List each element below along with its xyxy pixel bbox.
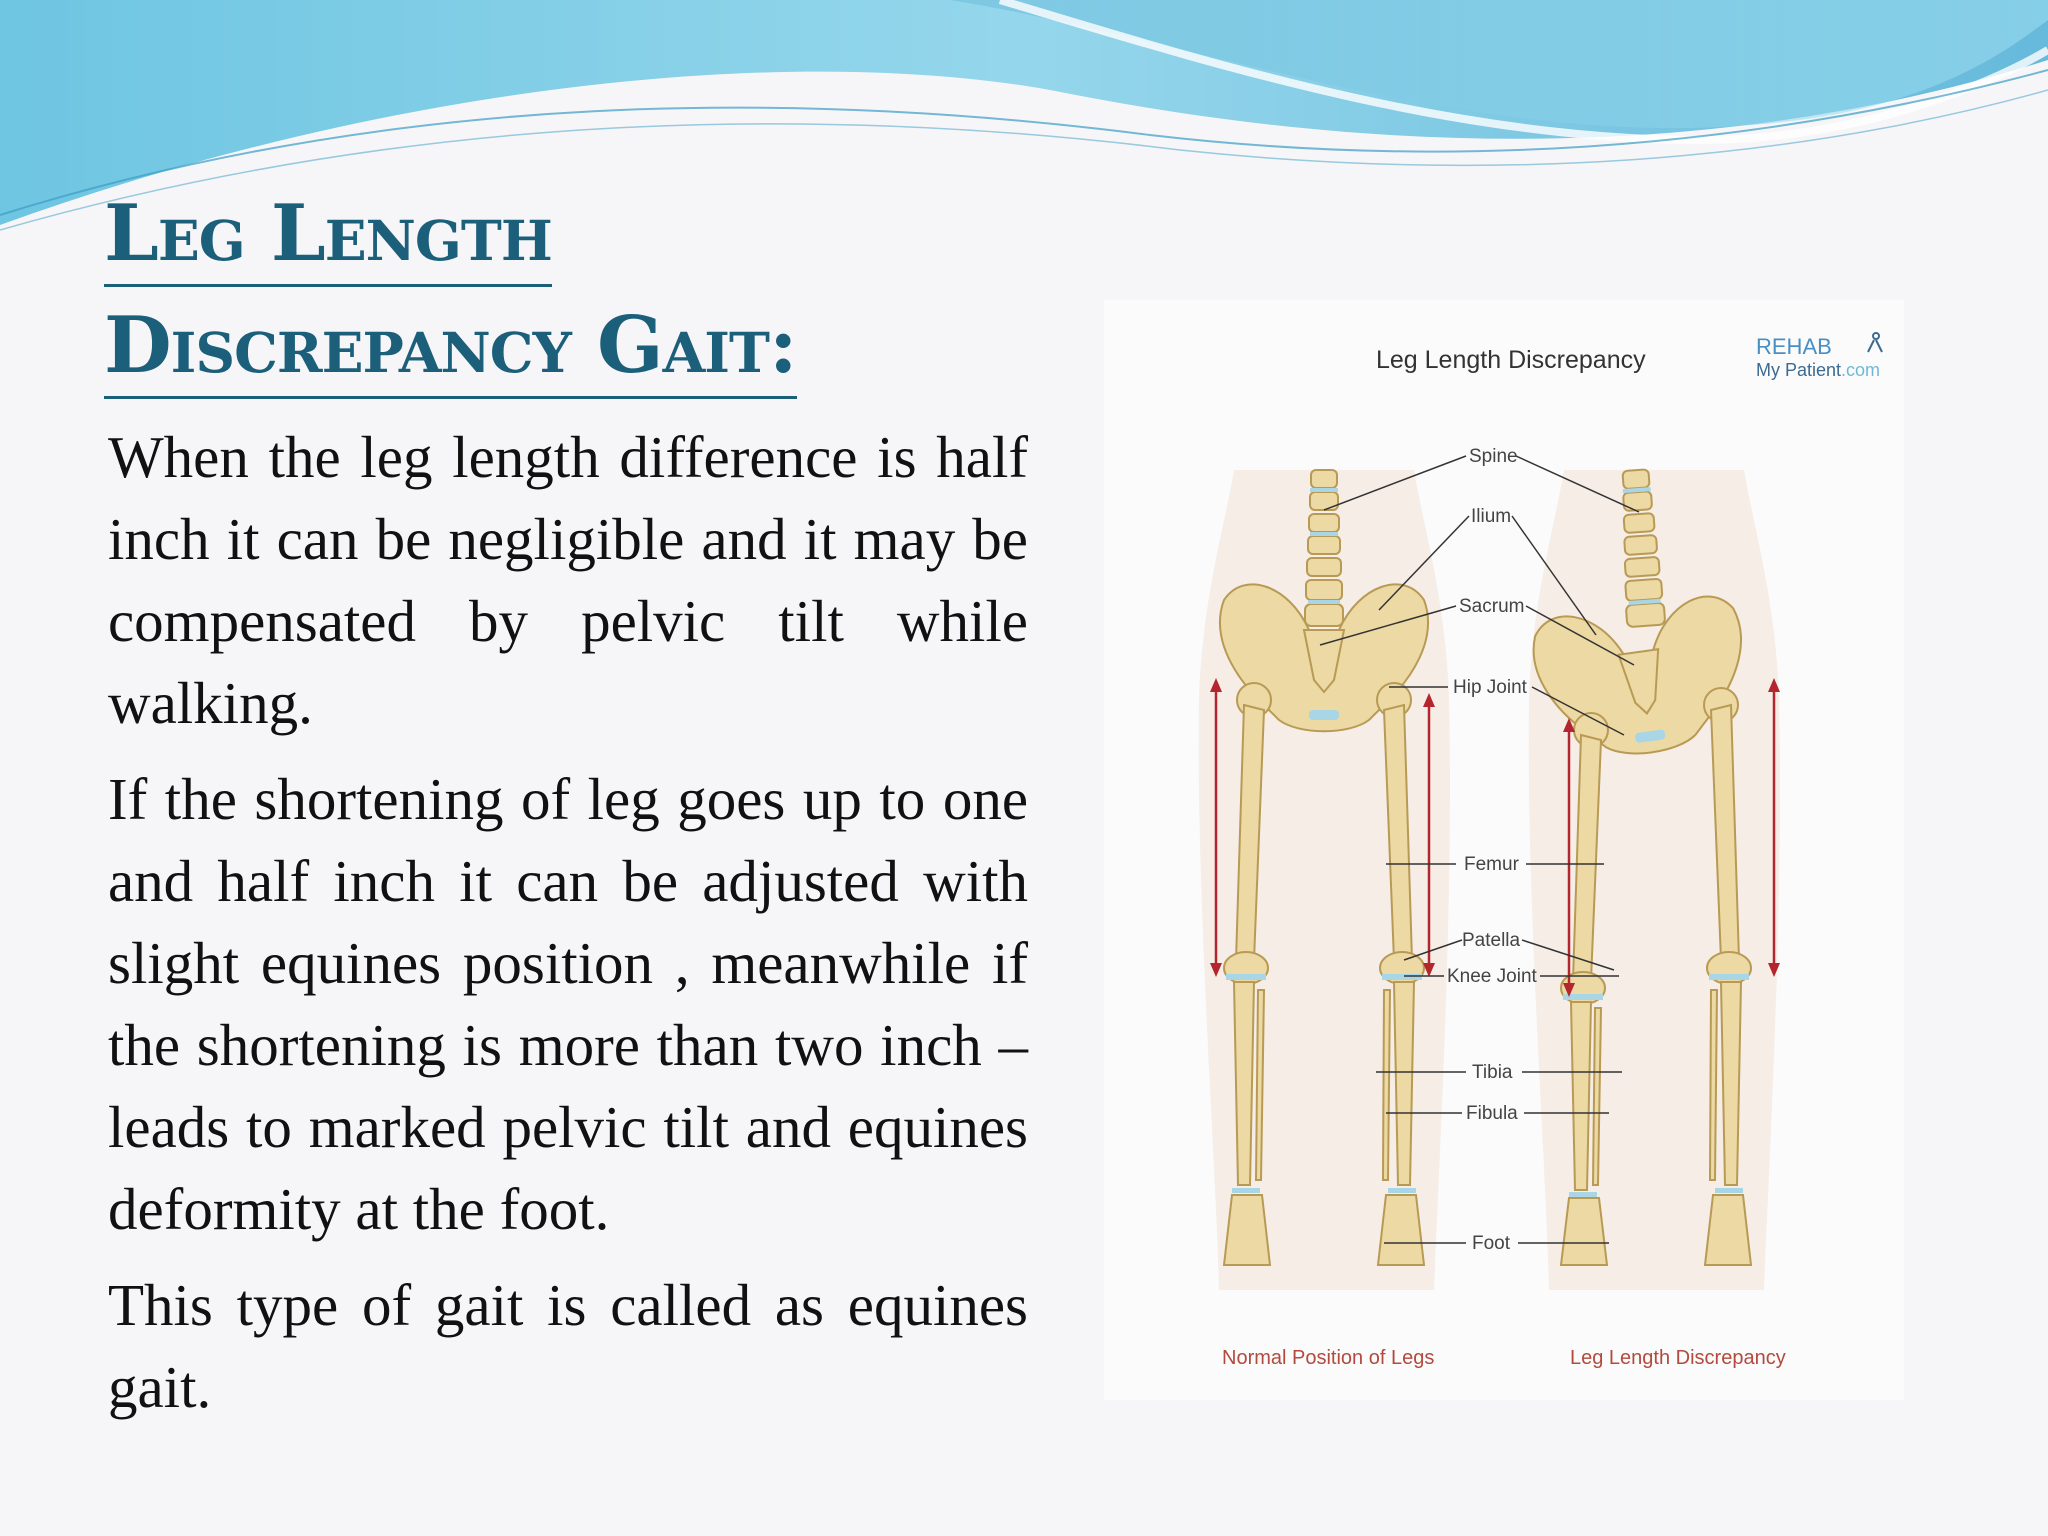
slide-title-line-1: Leg Length bbox=[104, 184, 552, 287]
logo-rehab: REHAB bbox=[1756, 334, 1832, 359]
left-foot-a bbox=[1224, 1195, 1270, 1265]
label-ilium: Ilium bbox=[1471, 506, 1512, 527]
leg-length-figure bbox=[1104, 300, 1904, 1400]
label-patella: Patella bbox=[1462, 930, 1521, 951]
label-tibia: Tibia bbox=[1472, 1062, 1513, 1083]
paragraph-1: When the leg length difference is half inch it can be negligible and it may be compensated by pelvic tilt while walking. bbox=[108, 424, 1028, 736]
caption-discrepancy: Leg Length Discrepancy bbox=[1570, 1347, 1786, 1369]
logo-line-2: My Patient.com bbox=[1756, 360, 1881, 380]
label-knee-joint: Knee Joint bbox=[1447, 966, 1537, 987]
figure-title: Leg Length Discrepancy bbox=[1376, 346, 1646, 374]
label-spine: Spine bbox=[1469, 446, 1518, 467]
slide-title bbox=[104, 178, 797, 402]
skeleton-diagram bbox=[1104, 300, 1904, 1400]
label-femur: Femur bbox=[1464, 854, 1519, 875]
logo-figure-icon bbox=[1868, 333, 1882, 352]
slide-title-line-2: Discrepancy Gait: bbox=[104, 296, 797, 399]
label-foot: Foot bbox=[1472, 1233, 1511, 1254]
caption-normal: Normal Position of Legs bbox=[1222, 1347, 1435, 1369]
left-foot-b bbox=[1378, 1195, 1424, 1265]
label-fibula: Fibula bbox=[1466, 1103, 1518, 1124]
label-hip-joint: Hip Joint bbox=[1453, 677, 1527, 698]
left-spine bbox=[1305, 470, 1343, 626]
label-sacrum: Sacrum bbox=[1459, 596, 1525, 617]
paragraph-2: If the shortening of leg goes up to one and half inch it can be adjusted with slight equines position , meanwhile if the shortening is more than two inch – leads to marked pelvic tilt and equines deformity at the foot. bbox=[108, 766, 1028, 1242]
paragraph-3: This type of gait is called as equines gait. bbox=[108, 1272, 1028, 1420]
body-text bbox=[108, 416, 1028, 1442]
